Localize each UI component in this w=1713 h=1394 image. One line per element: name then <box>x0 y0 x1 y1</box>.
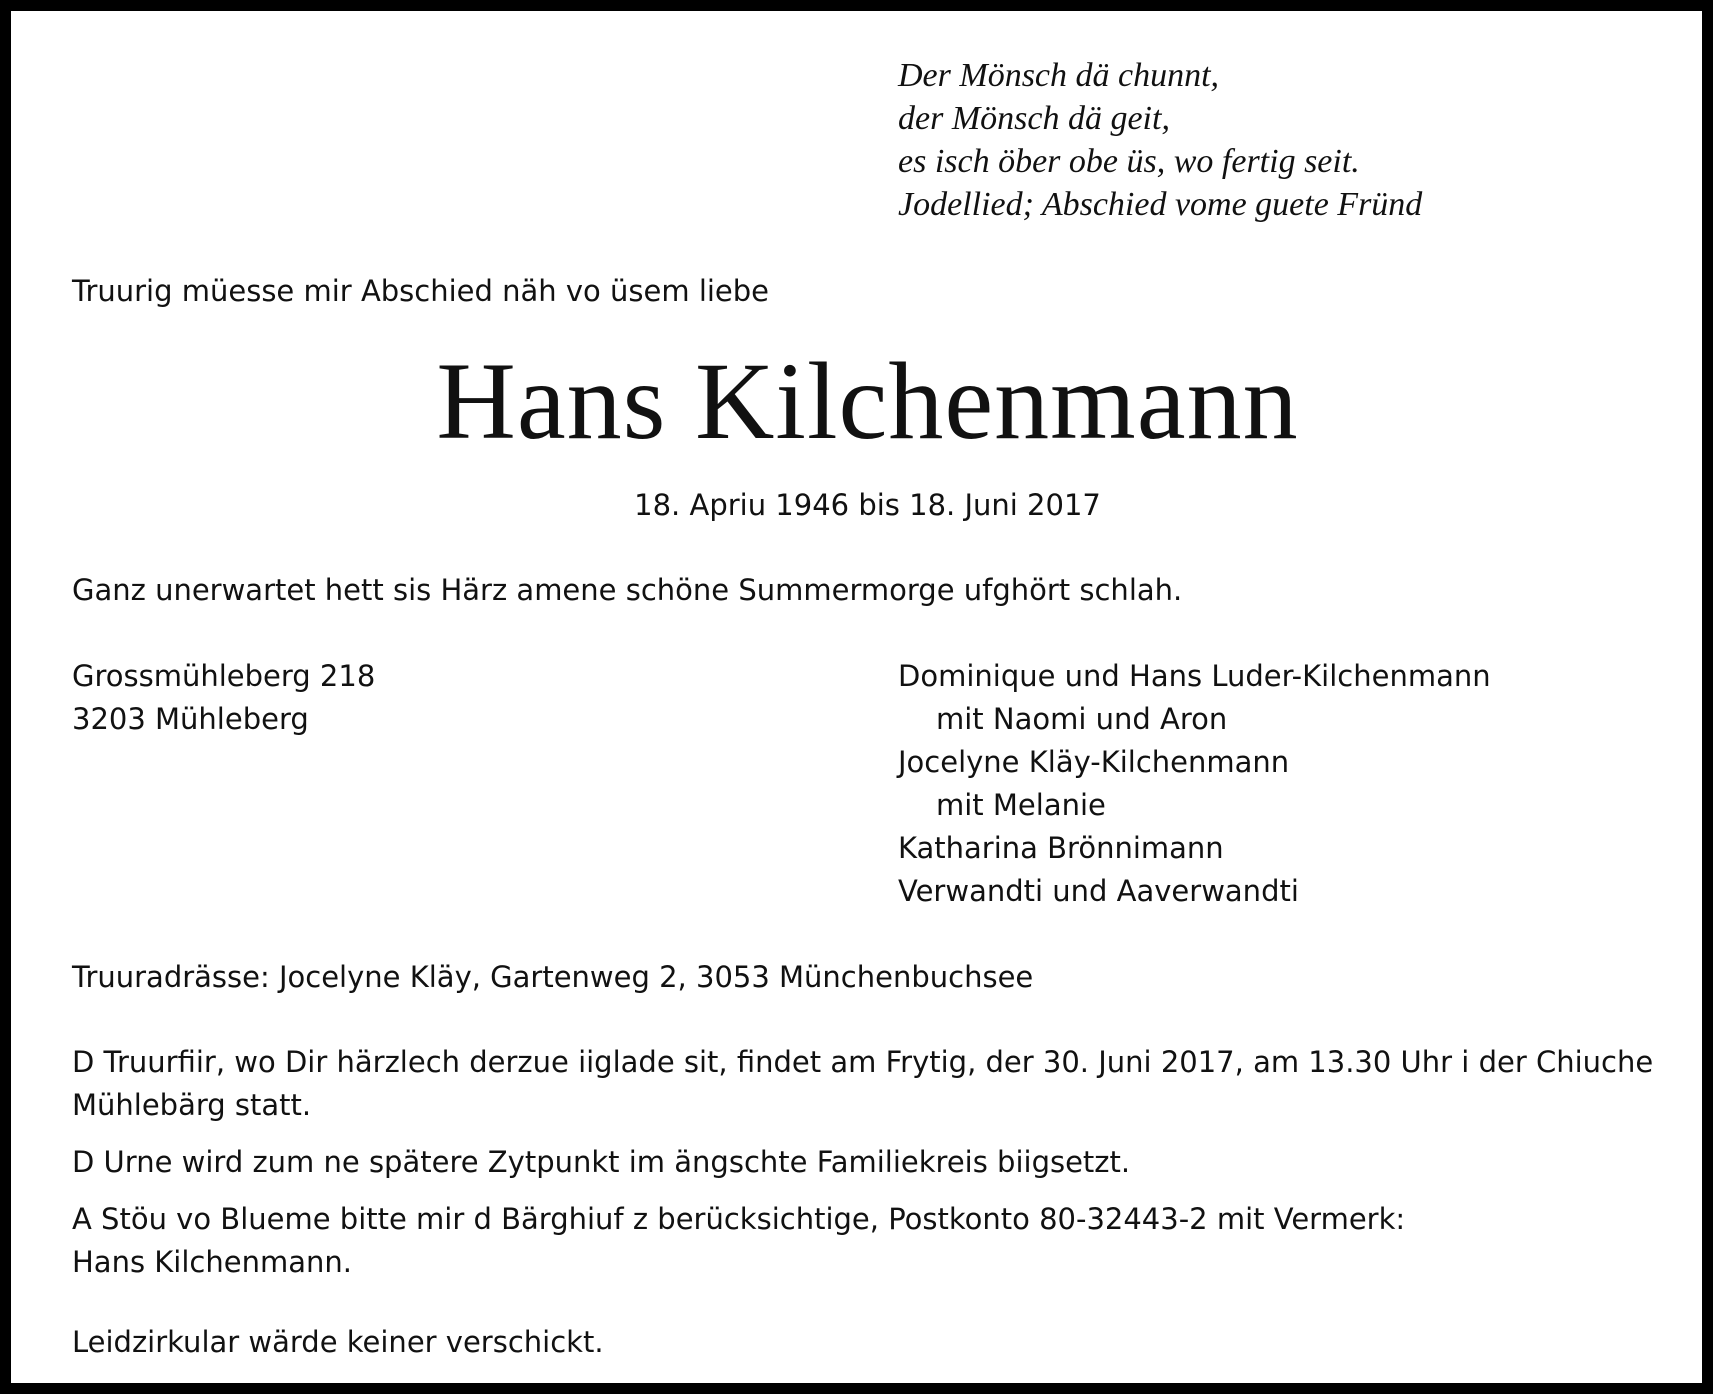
mourner-line-indented: mit Naomi und Aron <box>936 702 1228 736</box>
address-street: Grossmühleberg 218 <box>72 659 376 693</box>
deceased-name: Hans Kilchenmann <box>436 340 1299 462</box>
ceremony-info: D Truurfiir, wo Dir härzlech derzue iiglade sit, findet am Frytig, der 30. Juni 2017, am 13.30 Uhr i der Chiuche Mühlebärg statt. <box>72 1045 1654 1122</box>
intro-text: Truurig müesse mir Abschied näh vo üsem liebe <box>72 274 770 308</box>
poem-line: Der Mönsch dä chunnt, <box>898 57 1220 94</box>
donation-line: A Stöu vo Blueme bitte mir d Bärghiuf z berücksichtige, Postkonto 80-32443-2 mit Vermerk: <box>72 1202 1406 1236</box>
donation-info <box>72 1198 1405 1284</box>
poem-line: der Mönsch dä geit, <box>898 100 1170 137</box>
address-city: 3203 Mühleberg <box>72 702 309 736</box>
mourner-line: Jocelyne Kläy-Kilchenmann <box>898 745 1290 779</box>
home-address <box>72 655 375 741</box>
mourners-list <box>898 655 1491 913</box>
mourner-line: Katharina Brönnimann <box>898 831 1224 865</box>
mourner-line: Verwandti und Aaverwandti <box>898 874 1299 908</box>
urn-info: D Urne wird zum ne spätere Zytpunkt im ängschte Familiekreis biigsetzt. <box>72 1145 1131 1179</box>
mourner-line-indented: mit Melanie <box>936 788 1106 822</box>
circular-note: Leidzirkular wärde keiner verschickt. <box>72 1325 604 1359</box>
life-dates: 18. Apriu 1946 bis 18. Juni 2017 <box>634 488 1101 522</box>
poem-line: Jodellied; Abschied vome guete Fründ <box>898 186 1423 223</box>
death-statement: Ganz unerwartet hett sis Härz amene schöne Summermorge ufghört schlah. <box>72 573 1183 607</box>
poem-line: es isch öber obe üs, wo fertig seit. <box>898 143 1360 180</box>
mourning-address: Truuradrässe: Jocelyne Kläy, Gartenweg 2, 3053 Münchenbuchsee <box>72 960 1034 994</box>
mourner-line: Dominique und Hans Luder-Kilchenmann <box>898 659 1491 693</box>
poem-block <box>898 54 1422 226</box>
donation-line: Hans Kilchenmann. <box>72 1245 352 1279</box>
